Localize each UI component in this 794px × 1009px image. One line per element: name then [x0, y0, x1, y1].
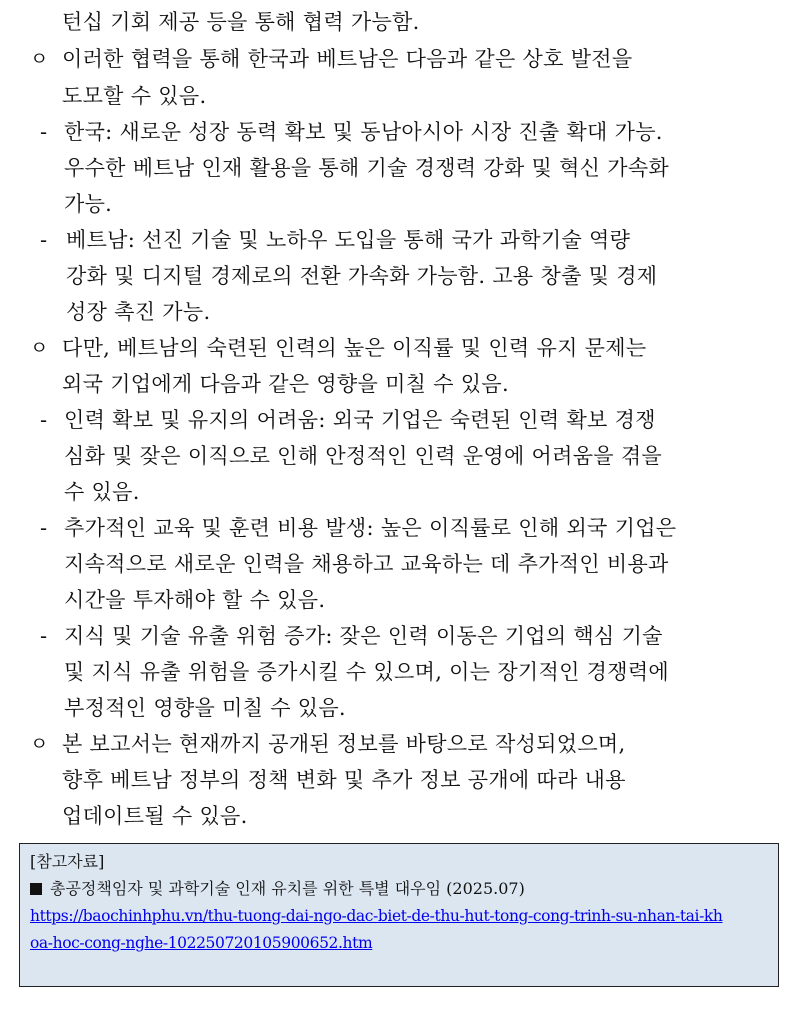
body-text-line: 추가적인 교육 및 훈련 비용 발생: 높은 이직률로 인해 외국 기업은 — [64, 516, 677, 540]
body-text-line: 강화 및 디지털 경제로의 전환 가속화 가능함. 고용 창출 및 경제 — [66, 264, 658, 288]
body-text-line: 외국 기업에게 다음과 같은 영향을 미칠 수 있음. — [62, 372, 509, 396]
body-text-line: 본 보고서는 현재까지 공개된 정보를 바탕으로 작성되었으며, — [62, 732, 626, 756]
reference-item — [30, 876, 525, 902]
dash-bullet: - — [40, 120, 48, 144]
body-text-line: 도모할 수 있음. — [62, 84, 207, 108]
dash-bullet: - — [40, 228, 48, 252]
circle-bullet: ㅇ — [30, 48, 49, 70]
body-text-line: 이러한 협력을 통해 한국과 베트남은 다음과 같은 상호 발전을 — [62, 47, 633, 71]
body-text-line: 한국: 새로운 성장 동력 확보 및 동남아시아 시장 진출 확대 가능. — [64, 120, 663, 144]
dash-bullet: - — [40, 624, 48, 648]
body-text-line: 업데이트될 수 있음. — [62, 804, 248, 828]
body-text-line: 수 있음. — [64, 480, 140, 504]
body-text-line: 지식 및 기술 유출 위험 증가: 잦은 인력 이동은 기업의 핵심 기술 — [64, 624, 663, 648]
body-text-line: 향후 베트남 정부의 정책 변화 및 추가 정보 공개에 따라 내용 — [62, 768, 626, 792]
reference-link[interactable]: oa-hoc-cong-nghe-102250720105900652.htm — [30, 934, 373, 952]
reference-link-line[interactable] — [30, 903, 722, 929]
reference-box — [19, 843, 779, 987]
body-text-line: 인력 확보 및 유지의 어려움: 외국 기업은 숙련된 인력 확보 경쟁 — [64, 408, 656, 432]
reference-heading: [참고자료] — [30, 852, 105, 871]
body-text-line: 지속적으로 새로운 인력을 채용하고 교육하는 데 추가적인 비용과 — [64, 552, 669, 576]
body-text-line: 부정적인 영향을 미칠 수 있음. — [64, 696, 346, 720]
reference-link[interactable]: https://baochinhphu.vn/thu-tuong-dai-ngo-dac-biet-de-thu-hut-tong-cong-trinh-su-nhan-tai-kh — [30, 907, 723, 925]
body-text-line: 다만, 베트남의 숙련된 인력의 높은 이직률 및 인력 유지 문제는 — [62, 336, 647, 360]
body-text-line: 베트남: 선진 기술 및 노하우 도입을 통해 국가 과학기술 역량 — [66, 228, 631, 252]
circle-bullet: ㅇ — [30, 733, 49, 755]
body-text-line: 가능. — [64, 192, 113, 216]
black-square-bullet-icon — [30, 883, 42, 895]
dash-bullet: - — [40, 516, 48, 540]
body-text-line: 시간을 투자해야 할 수 있음. — [64, 588, 326, 612]
circle-bullet: ㅇ — [30, 337, 49, 359]
body-text-line: 턴십 기회 제공 등을 통해 협력 가능함. — [62, 10, 420, 34]
body-text-line: 심화 및 잦은 이직으로 인해 안정적인 인력 운영에 어려움을 겪을 — [64, 444, 663, 468]
dash-bullet: - — [40, 408, 48, 432]
body-text-line: 우수한 베트남 인재 활용을 통해 기술 경쟁력 강화 및 혁신 가속화 — [64, 156, 669, 180]
reference-item-title: 총공정책임자 및 과학기술 인재 유치를 위한 특별 대우임 (2025.07) — [50, 879, 525, 898]
body-text-line: 성장 촉진 가능. — [66, 300, 211, 324]
body-text-line: 및 지식 유출 위험을 증가시킬 수 있으며, 이는 장기적인 경쟁력에 — [64, 660, 669, 684]
reference-link-line[interactable] — [30, 930, 372, 956]
